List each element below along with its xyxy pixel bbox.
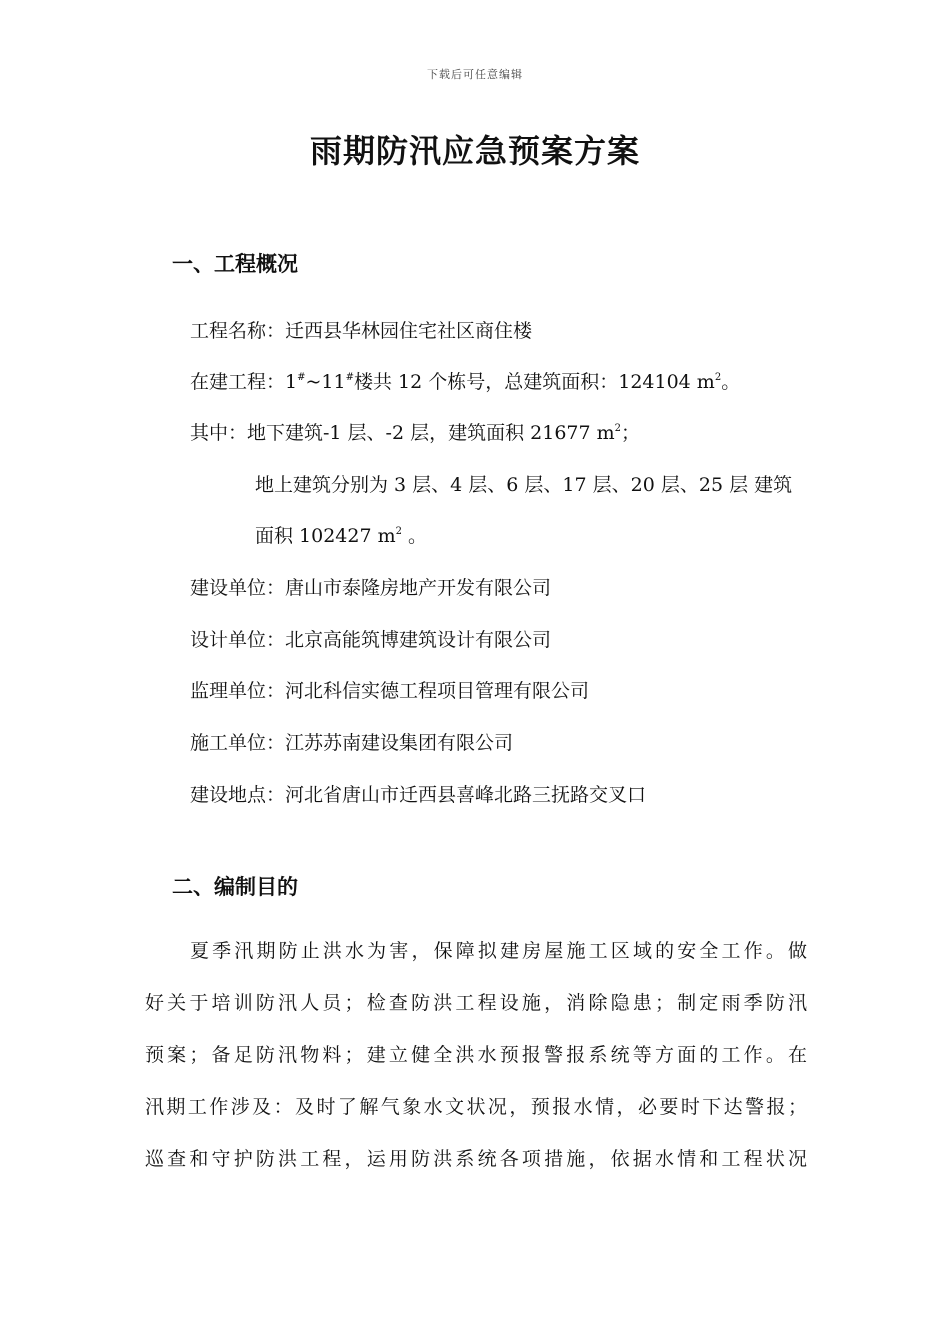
purpose-paragraph-line: 好关于培训防汛人员；检查防洪工程设施，消除隐患；制定雨季防汛 [145, 992, 807, 1014]
page-header-note: 下载后可任意编辑 [427, 68, 523, 81]
contractor-line: 施工单位：江苏苏南建设集团有限公司 [190, 732, 514, 754]
above-ground-line: 地上建筑分别为 3 层、4 层、6 层、17 层、20 层、25 层 建筑 [255, 474, 793, 496]
purpose-paragraph-line: 夏季汛期防止洪水为害，保障拟建房屋施工区域的安全工作。做 [190, 940, 807, 962]
under-construction-line: 在建工程：1#~11#楼共 12 个栋号，总建筑面积：124104 $m^2$。 [190, 371, 741, 393]
supervisor-line: 监理单位：河北科信实德工程项目管理有限公司 [190, 680, 590, 702]
project-name-line: 工程名称：迁西县华林园住宅社区商住楼 [190, 320, 533, 342]
purpose-paragraph-line: 预案；备足防汛物料；建立健全洪水预报警报系统等方面的工作。在 [145, 1044, 807, 1066]
above-ground-area-line: 面积 102427 $m^2$ 。 [255, 525, 428, 547]
designer-line: 设计单位：北京高能筑博建筑设计有限公司 [190, 629, 552, 651]
section-heading-purpose: 二、编制目的 [172, 875, 298, 899]
developer-line: 建设单位：唐山市泰隆房地产开发有限公司 [190, 577, 552, 599]
purpose-paragraph-line: 汛期工作涉及：及时了解气象水文状况，预报水情，必要时下达警报； [145, 1096, 807, 1118]
section-heading-project-overview: 一、工程概况 [172, 252, 298, 276]
document-title: 雨期防汛应急预案方案 [309, 132, 640, 170]
underground-area-line: 其中：地下建筑-1 层、-2 层，建筑面积 21677 $m^2$； [190, 422, 641, 444]
purpose-paragraph-line: 巡查和守护防洪工程，运用防洪系统各项措施，依据水情和工程状况 [145, 1148, 807, 1170]
location-line: 建设地点：河北省唐山市迁西县喜峰北路三抚路交叉口 [190, 784, 647, 806]
